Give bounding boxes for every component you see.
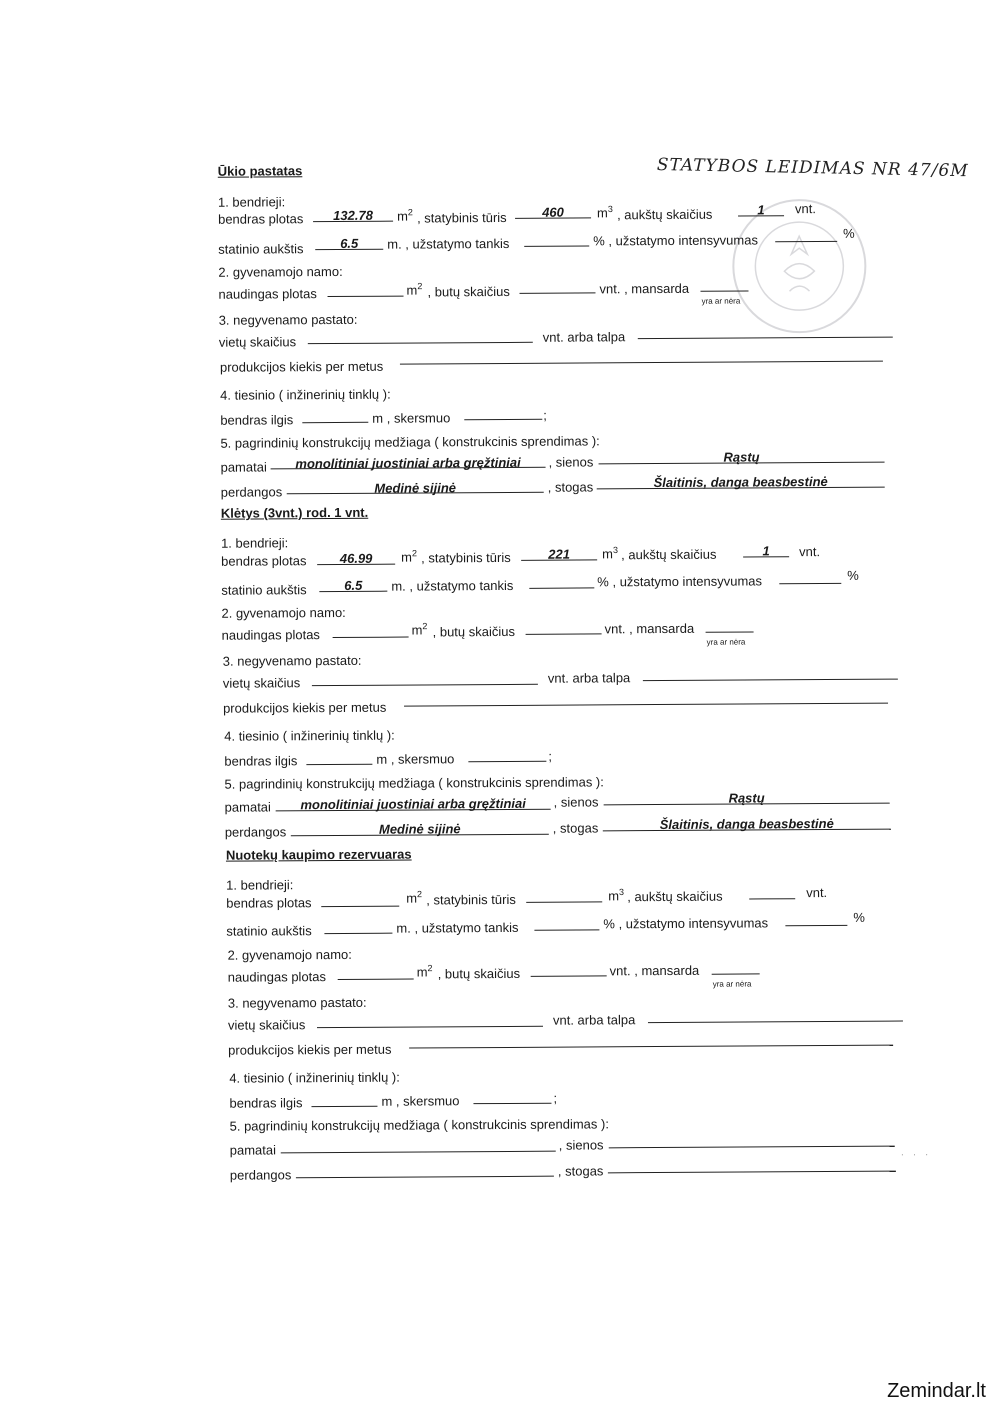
general-label: 1. bendrieji: [220,535,289,551]
volume-field[interactable] [526,887,602,902]
m2-unit: $m^2$ [406,281,423,298]
foundations-label: pamatai [224,799,271,815]
pct-unit: % [853,909,865,925]
diameter-field[interactable] [473,1089,551,1104]
walls-field[interactable] [609,1132,895,1149]
floors-label: , aukštų skaičius [621,546,717,563]
floors-value: 1 [762,543,770,559]
apartments-field[interactable] [519,278,595,293]
foundations-field[interactable] [281,1137,556,1154]
height-label: statinio aukštis [221,582,307,598]
semicolon: ; [548,748,553,764]
length-field[interactable] [311,1092,377,1107]
walls-value: Rąstų [728,790,765,806]
floors-unit: vnt. [806,885,828,901]
intensity-field[interactable] [779,569,841,584]
nonresidential-label: 3. negyvenamo pastato: [227,994,367,1011]
seats-label: vietų skaičius [218,334,297,350]
length-field[interactable] [306,750,372,765]
linear-label: 4. tiesinio ( inžinerinių tinklų ): [220,386,391,403]
capacity-label: vnt. arba talpa [552,1012,636,1028]
height-label: statinio aukštis [218,241,304,257]
materials-label: 5. pagrindinių konstrukcijų medžiaga ( konstrukcinis sprendimas ): [229,1116,609,1134]
slabs-label: perdangos [229,1167,292,1183]
semicolon: ; [543,407,547,423]
walls-label: , sienos [553,794,599,810]
length-label: bendras ilgis [220,412,294,428]
foundations-value: monolitiniai juostiniai arba gręžtiniai [300,795,526,813]
foundations-value: monolitiniai juostiniai arba gręžtiniai [295,454,521,472]
walls-value: Rąstų [723,449,760,465]
residential-label: 2. gyvenamojo namo: [227,946,352,963]
coverage-label: m. , užstatymo tankis [396,919,519,936]
volume-label: , statybinis tūris [417,209,507,226]
apartments-label: , butų skaičius [427,283,510,300]
total-area-label: bendras plotas [218,211,304,227]
walls-label: , sienos [548,454,594,470]
floors-label: , aukštų skaičius [627,888,723,905]
height-label: statinio aukštis [226,923,312,939]
foundations-label: pamatai [220,459,267,475]
pct-unit: % [847,567,859,583]
roof-value: Šlaitinis, danga beasbestinė [659,815,834,833]
intensity-label: % , užstatymo intensyvumas [597,573,763,590]
capacity-field[interactable] [638,323,893,340]
total-area-value: 132.78 [333,207,373,224]
m3-unit: $m^3$ [596,203,613,221]
nonresidential-label: 3. negyvenamo pastato: [222,652,362,669]
usable-area-field[interactable] [327,282,403,297]
apartments-label: , butų skaičius [432,623,516,640]
m2-unit: $m^2$ [396,207,413,224]
coverage-field[interactable] [524,231,589,246]
capacity-label: vnt. arba talpa [542,329,626,345]
apartments-label: , butų skaičius [437,965,521,982]
total-area-value: 46.99 [339,550,373,566]
length-field[interactable] [302,408,368,423]
residential-label: 2. gyvenamojo namo: [218,263,343,280]
intensity-label: % , užstatymo intensyvumas [593,232,758,249]
m2-unit: $m^2$ [406,889,423,906]
diameter-field[interactable] [468,747,546,762]
apartments-field[interactable] [531,961,607,976]
intensity-field[interactable] [785,911,847,926]
apartments-field[interactable] [526,619,602,634]
floors-label: , aukštų skaičius [616,206,713,223]
floors-unit: vnt. [794,201,817,217]
usable-area-label: naudingas plotas [227,969,327,985]
roof-value: Šlaitinis, danga beasbestinė [653,473,828,491]
attic-label: vnt. , mansarda [599,280,690,297]
attic-label: vnt. , mansarda [609,962,700,979]
total-area-label: bendras plotas [221,553,307,569]
linear-label: 4. tiesinio ( inžinerinių tinklų ): [224,727,395,744]
m2-unit: $m^2$ [411,621,428,638]
diameter-label: m , skersmuo [381,1093,460,1109]
section-title: Klėtys (3vnt.) rod. 1 vnt. [220,504,369,521]
watermark-text: Zemindar.lt [887,1380,986,1402]
production-label: produkcijos kiekis per metus [219,358,384,375]
production-field[interactable] [404,689,888,707]
roof-label: , stogas [552,820,599,836]
yes-no-hint: yra ar nėra [701,296,741,306]
pct-unit: % [843,225,855,241]
length-label: bendras ilgis [224,753,298,769]
total-area-field[interactable] [321,892,399,907]
seats-field[interactable] [317,1012,543,1028]
handwritten-permit-note: STATYBOS LEIDIMAS NR 47/6M [656,154,969,182]
m3-unit: $m^3$ [602,544,618,562]
usable-area-field[interactable] [333,623,409,638]
m2-unit: $m^2$ [416,963,433,980]
linear-label: 4. tiesinio ( inžinerinių tinklų ): [229,1069,400,1086]
volume-value: 460 [542,204,564,220]
intensity-field[interactable] [775,227,837,242]
general-label: 1. bendrieji: [217,194,286,210]
materials-label: 5. pagrindinių konstrukcijų medžiaga ( konstrukcinis sprendimas ): [220,433,600,451]
nonresidential-label: 3. negyvenamo pastato: [218,311,358,328]
usable-area-label: naudingas plotas [221,627,320,643]
diameter-field[interactable] [464,405,542,420]
volume-label: , statybinis tūris [426,891,516,908]
seats-label: vietų skaičius [222,675,301,691]
section-title: Nuotekų kaupimo rezervuaras [225,846,412,863]
yes-no-hint: yra ar nėra [706,637,746,647]
diameter-label: m , skersmuo [372,410,451,426]
production-label: produkcijos kiekis per metus [222,699,387,716]
production-field[interactable] [400,347,883,365]
roof-label: , stogas [557,1163,604,1179]
foundations-label: pamatai [229,1142,277,1158]
semicolon: ; [553,1090,558,1106]
section-title: Ūkio pastatas [217,163,303,179]
length-label: bendras ilgis [229,1095,303,1111]
coverage-field[interactable] [529,573,594,588]
usable-area-field[interactable] [338,965,414,980]
production-field[interactable] [409,1031,893,1049]
scan-dots: · · · [900,1149,932,1161]
attic-label: vnt. , mansarda [604,620,695,637]
capacity-label: vnt. arba talpa [547,670,631,686]
general-label: 1. bendrieji: [226,877,294,893]
slabs-value: Medinė sijinė [374,480,457,496]
floors-value: 1 [757,202,765,218]
coverage-label: m. , užstatymo tankis [391,577,514,594]
yes-no-hint: yra ar nėra [712,979,752,989]
volume-value: 221 [548,546,570,562]
usable-area-label: naudingas plotas [218,286,317,302]
total-area-label: bendras plotas [226,895,312,911]
volume-label: , statybinis tūris [421,549,511,566]
slabs-label: perdangos [220,484,283,500]
floors-unit: vnt. [799,544,821,560]
seats-field[interactable] [308,328,533,344]
height-field[interactable] [324,919,392,934]
m3-unit: $m^3$ [608,886,625,904]
seats-field[interactable] [312,670,538,686]
production-label: produkcijos kiekis per metus [228,1041,392,1058]
height-value: 6.5 [340,235,359,251]
slabs-label: perdangos [224,824,287,840]
seats-label: vietų skaičius [227,1017,306,1033]
slabs-value: Medinė sijinė [378,821,461,837]
attic-field[interactable] [712,959,760,974]
intensity-label: % , užstatymo intensyvumas [603,915,769,932]
roof-field[interactable] [608,1157,896,1174]
floors-field[interactable] [749,884,795,899]
height-value: 6.5 [344,577,363,593]
attic-field[interactable] [706,617,754,632]
capacity-field[interactable] [643,665,898,682]
coverage-label: m. , užstatymo tankis [387,235,510,252]
m2-unit: $m^2$ [401,548,417,565]
residential-label: 2. gyvenamojo namo: [221,604,346,621]
roof-label: , stogas [547,479,594,495]
coverage-field[interactable] [534,915,599,930]
diameter-label: m , skersmuo [376,751,455,767]
attic-field[interactable] [700,276,748,291]
capacity-field[interactable] [648,1007,903,1024]
materials-label: 5. pagrindinių konstrukcijų medžiaga ( konstrukcinis sprendimas ): [224,774,604,792]
walls-label: , sienos [558,1137,604,1153]
slabs-field[interactable] [296,1162,554,1179]
